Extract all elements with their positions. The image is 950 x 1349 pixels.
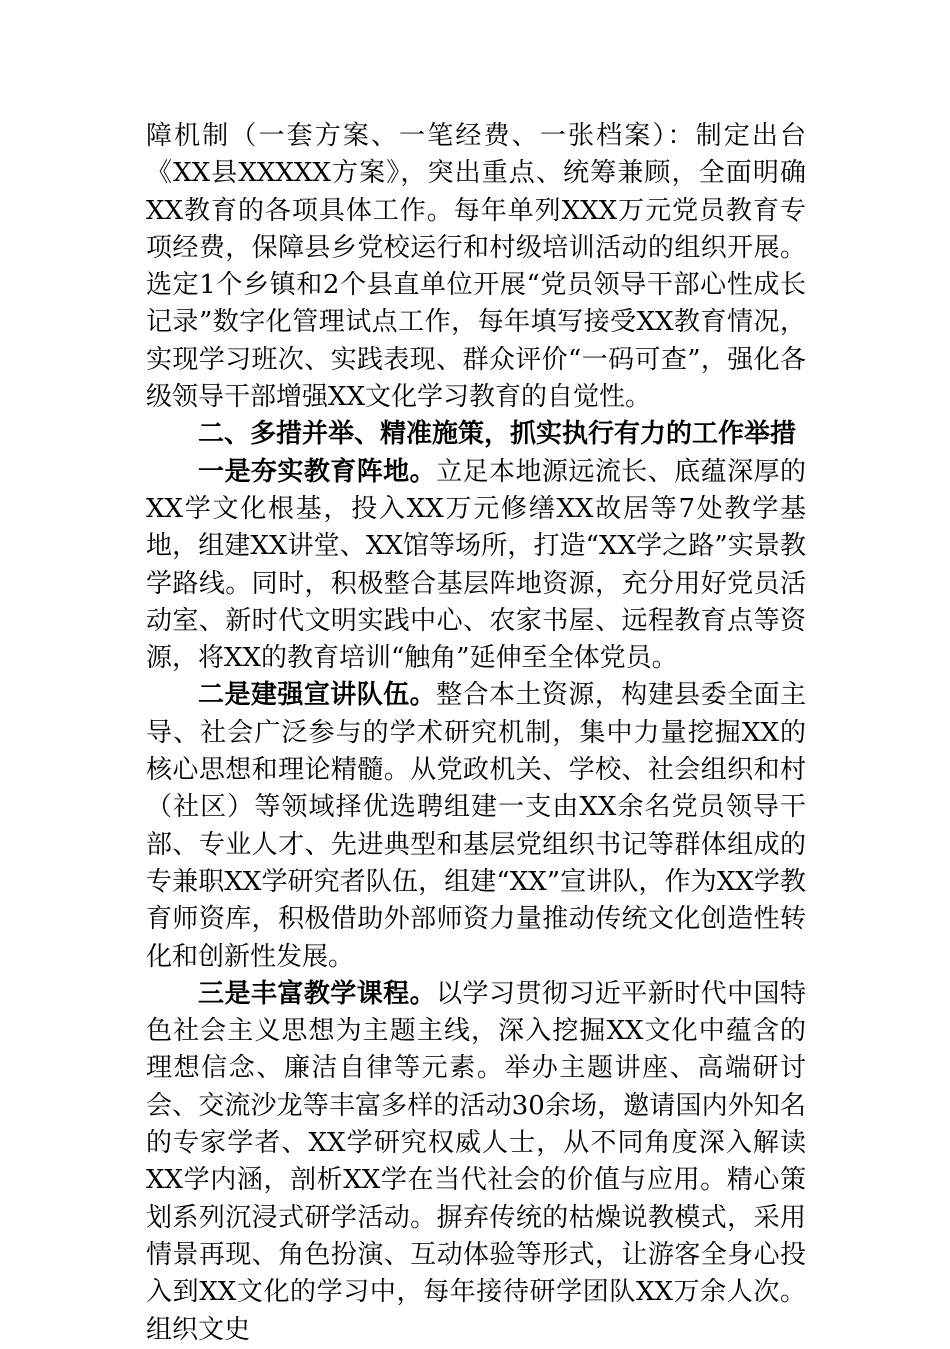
paragraph-lead: 二是建强宣讲队伍。 — [198, 680, 437, 711]
paragraph-continuation — [146, 118, 806, 416]
document-page — [146, 118, 806, 1349]
section-heading: 二、多措并举、精准施策，抓实执行有力的工作举措 — [198, 419, 797, 450]
paragraph-text: 整合本土资源，构建县委全面主导、社会广泛参与的学术研究机制，集中力量挖掘XX的核心思想和理论精髓。从党政机关、学校、社会组织和村（社区）等领域择优选聘组建一支由XX余名党员领导干部、专业人才、先进典型和基层党组织书记等群体组成的专兼职XX学研究者队伍，组建“XX”宣讲队，作为XX学教育师资库，积极借助外部师资力量推动传统文化创造性转化和创新性发展。 — [146, 680, 806, 972]
paragraph-text: 以学习贯彻习近平新时代中国特色社会主义思想为主题主线，深入挖掘XX文化中蕴含的理想信念、廉洁自律等元素。举办主题讲座、高端研讨会、交流沙龙等丰富多样的活动30余场，邀请国内外知名的专家学者、XX学研究权威人士，从不同角度深入解读XX学内涵，剖析XX学在当代社会的价值与应用。精心策划系列沉浸式研学活动。摒弃传统的枯燥说教模式，采用情景再现、角色扮演、互动体验等形式，让游客全身心投入到XX文化的学习中，每年接待研学团队XX万余人次。组织文史 — [146, 978, 806, 1345]
paragraph-teaching-base — [146, 454, 806, 678]
paragraph-lead: 一是夯实教育阵地。 — [198, 456, 437, 487]
paragraph-text: 立足本地源远流长、底蕴深厚的XX学文化根基，投入XX万元修缮XX故居等7处教学基地，组建XX讲堂、XX馆等场所，打造“XX学之路”实景教学路线。同时，积极整合基层阵地资源，充分用好党员活动室、新时代文明实践中心、农家书屋、远程教育点等资源，将XX的教育培训“触角”延伸至全体党员。 — [146, 456, 806, 674]
paragraph-lead: 三是丰富教学课程。 — [198, 978, 437, 1009]
paragraph-lecture-team — [146, 677, 806, 975]
paragraph-text: 障机制（一套方案、一笔经费、一张档案）：制定出台《XX县XXXXX方案》，突出重点、统筹兼顾，全面明确XX教育的各项具体工作。每年单列XXX万元党员教育专项经费，保障县乡党校运行和村级培训活动的组织开展。选定1个乡镇和2个县直单位开展“党员领导干部心性成长记录”数字化管理试点工作，每年填写接受XX教育情况，实现学习班次、实践表现、群众评价“一码可查”，强化各级领导干部增强XX文化学习教育的自觉性。 — [146, 121, 806, 413]
paragraph-courses — [146, 976, 806, 1349]
